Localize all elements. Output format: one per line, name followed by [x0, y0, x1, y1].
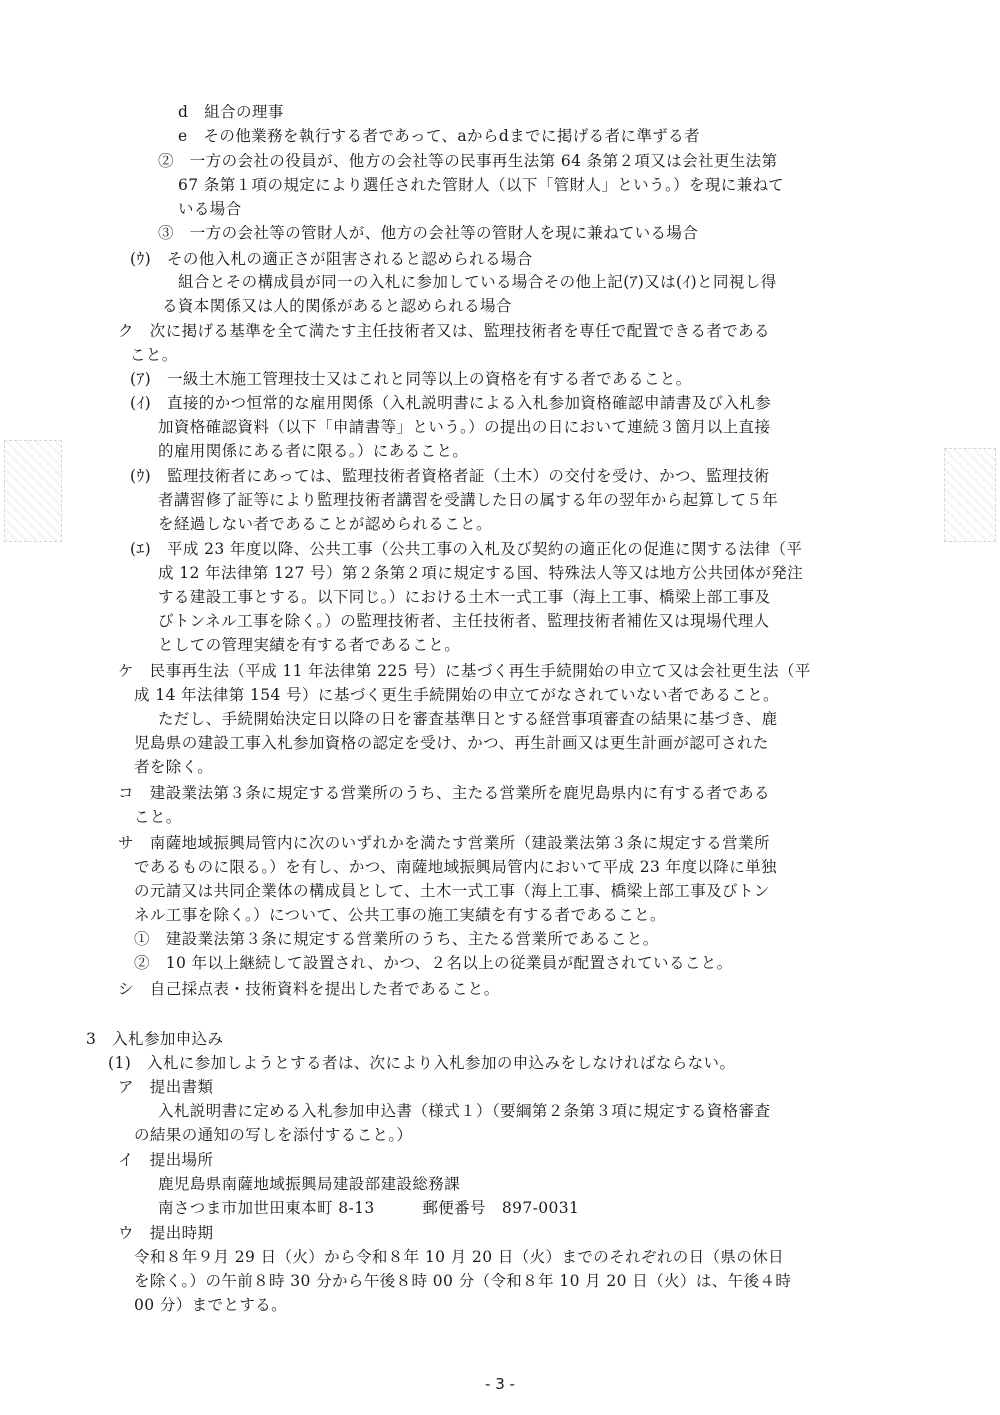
text-line: 的雇用関係にある者に限る。）にあること。	[158, 442, 469, 460]
text-line: d 組合の理事	[178, 103, 284, 121]
text-line: 児島県の建設工事入札参加資格の認定を受け、かつ、再生計画又は更生計画が認可された	[134, 734, 769, 752]
text-line: ウ 提出時期	[118, 1224, 214, 1242]
text-line: する建設工事とする。以下同じ。）における土木一式工事（海上工事、橋梁上部工事及	[158, 588, 771, 606]
text-line: サ 南薩地域振興局管内に次のいずれかを満たす営業所（建設業法第３条に規定する営業所	[118, 834, 770, 852]
text-line: こと。	[130, 346, 178, 364]
text-line: を除く。）の午前８時 30 分から午後８時 00 分（令和８年 10 月 20 日（火）は、午後４時	[134, 1272, 792, 1290]
text-line: ② 一方の会社の役員が、他方の会社等の民事再生法第 64 条第２項又は会社更生法第	[158, 152, 778, 170]
text-line: 入札説明書に定める入札参加申込書（様式１）（要綱第２条第３項に規定する資格審査	[158, 1102, 771, 1120]
text-line: 令和８年９月 29 日（火）から令和８年 10 月 20 日（火）までのそれぞれの日（県の休日	[134, 1248, 785, 1266]
text-line: 3 入札参加申込み	[86, 1030, 224, 1048]
text-line: e その他業務を執行する者であって、aからdまでに掲げる者に準ずる者	[178, 127, 700, 145]
text-line: ① 建設業法第３条に規定する営業所のうち、主たる営業所であること。	[134, 930, 659, 948]
text-line: (ｲ) 直接的かつ恒常的な雇用関係（入札説明書による入札参加資格確認申請書及び入札参	[130, 394, 772, 412]
text-line: 00 分）までとする。	[134, 1296, 288, 1314]
text-line: (ｱ) 一級土木施工管理技士又はこれと同等以上の資格を有する者であること。	[130, 370, 692, 388]
text-line: びトンネル工事を除く。）の監理技術者、主任技術者、監理技術者補佐又は現場代理人	[158, 612, 770, 630]
text-line: こと。	[134, 808, 182, 826]
text-line: シ 自己採点表・技術資料を提出した者であること。	[118, 980, 500, 998]
left-seal-stamp	[4, 440, 62, 542]
text-line: ただし、手続開始決定日以降の日を審査基準日とする経営事項審査の結果に基づき、鹿	[158, 710, 778, 728]
page-number: - 3 -	[485, 1375, 515, 1393]
text-line: であるものに限る。）を有し、かつ、南薩地域振興局管内において平成 23 年度以降に単独	[134, 858, 777, 876]
text-line: イ 提出場所	[118, 1151, 214, 1169]
text-line: ケ 民事再生法（平成 11 年法律第 225 号）に基づく再生手続開始の申立て又は会社更生法（平	[118, 662, 811, 680]
text-line: 鹿児島県南薩地域振興局建設部建設総務課	[158, 1175, 461, 1193]
text-line: 組合とその構成員が同一の入札に参加している場合その他上記(ｱ)又は(ｲ)と同視し得	[178, 273, 777, 291]
text-line: 67 条第１項の規定により選任された管財人（以下「管財人」という。）を現に兼ねて	[178, 176, 785, 194]
text-line: 加資格確認資料（以下「申請書等」という。）の提出の日において連続３箇月以上直接	[158, 418, 771, 436]
text-line: 成 12 年法律第 127 号）第２条第２項に規定する国、特殊法人等又は地方公共団体が発注	[158, 564, 804, 582]
text-line: 者を除く。	[134, 758, 214, 776]
text-line: る資本関係又は人的関係があると認められる場合	[162, 297, 512, 315]
text-line: の元請又は共同企業体の構成員として、土木一式工事（海上工事、橋梁上部工事及びトン	[134, 882, 770, 900]
text-line: (ｳ) その他入札の適正さが阻害されると認められる場合	[130, 250, 533, 268]
right-seal-stamp	[944, 448, 996, 542]
text-line: としての管理実績を有する者であること。	[158, 636, 461, 654]
text-line: ネル工事を除く。）について、公共工事の施工実績を有する者であること。	[134, 906, 666, 924]
text-line: (ｳ) 監理技術者にあっては、監理技術者資格者証（土木）の交付を受け、かつ、監理技術	[130, 467, 770, 485]
text-line: 成 14 年法律第 154 号）に基づく更生手続開始の申立てがなされていない者であること。	[134, 686, 780, 704]
text-line: の結果の通知の写しを添付すること。）	[134, 1126, 413, 1144]
text-line: ③ 一方の会社等の管財人が、他方の会社等の管財人を現に兼ねている場合	[158, 224, 699, 242]
text-line: ② 10 年以上継続して設置され、かつ、２名以上の従業員が配置されていること。	[134, 954, 733, 972]
text-line: ク 次に掲げる基準を全て満たす主任技術者又は、監理技術者を専任で配置できる者である	[118, 322, 770, 340]
text-line: を経過しない者であることが認められること。	[158, 515, 492, 533]
text-line: (1) 入札に参加しようとする者は、次により入札参加の申込みをしなければならない。	[108, 1054, 736, 1072]
text-line: 者講習修了証等により監理技術者講習を受講した日の属する年の翌年から起算して５年	[158, 491, 779, 509]
text-line: いる場合	[178, 200, 242, 218]
text-line: 南さつま市加世田東本町 8-13 郵便番号 897-0031	[158, 1199, 580, 1217]
text-line: コ 建設業法第３条に規定する営業所のうち、主たる営業所を鹿児島県内に有する者である	[118, 784, 770, 802]
text-line: (ｴ) 平成 23 年度以降、公共工事（公共工事の入札及び契約の適正化の促進に関する法律（平	[130, 540, 803, 558]
text-line: ア 提出書類	[118, 1078, 214, 1096]
